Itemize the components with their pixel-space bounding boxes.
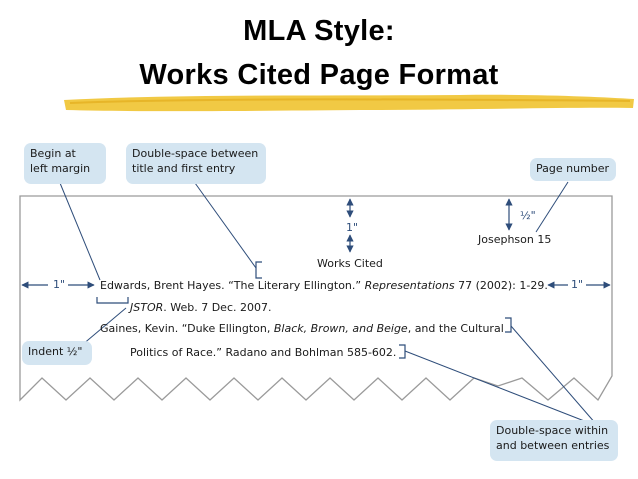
entry-2-line-1 <box>100 323 504 334</box>
title-highlight-stroke <box>64 95 634 111</box>
entry-2-line-2: Politics of Race.” Radano and Bohlman 585-602. <box>130 346 397 359</box>
entry-1-access: . Web. 7 Dec. 2007. <box>163 301 272 314</box>
entry-1-author-title: Edwards, Brent Hayes. “The Literary Ellington.” <box>100 279 365 292</box>
left-margin-label: 1" <box>53 278 66 291</box>
works-cited-heading: Works Cited <box>317 257 383 270</box>
slide-title-line-1: MLA Style: <box>243 15 395 47</box>
entry-1-database: JSTOR <box>130 301 164 314</box>
callout-double-space-title <box>126 143 266 184</box>
entry-1-journal: Representations <box>364 279 455 292</box>
callout-double-space-title-line-2: title and first entry <box>132 162 236 175</box>
callout-double-space-within-line-1: Double-space within <box>496 424 609 437</box>
callout-begin-margin <box>24 143 106 184</box>
running-head: Josephson 15 <box>478 233 552 246</box>
callout-indent: Indent ½" <box>22 341 92 365</box>
callout-double-space-within <box>490 420 618 461</box>
top-margin-label: 1" <box>346 221 359 234</box>
entry-1-line-2 <box>130 302 271 313</box>
entry-2-author-title: Gaines, Kevin. “Duke Ellington, <box>100 322 274 335</box>
entry-2-title-end: , and the Cultural <box>407 322 504 335</box>
half-inch-label: ½" <box>520 209 536 222</box>
entry-2-work: Black, Brown, and Beige <box>273 322 408 335</box>
callout-page-number: Page number <box>530 158 616 181</box>
callout-begin-margin-line-1: Begin at <box>30 147 76 160</box>
entry-1-line-1 <box>100 280 548 291</box>
entry-1-volume: 77 (2002): 1-29. <box>454 279 548 292</box>
slide-title-line-2: Works Cited Page Format <box>139 59 499 91</box>
callout-double-space-within-line-2: and between entries <box>496 439 610 452</box>
callout-begin-margin-line-2: left margin <box>30 162 91 175</box>
page-outline <box>20 196 612 400</box>
right-margin-label: 1" <box>571 278 584 291</box>
callout-double-space-title-line-1: Double-space between <box>132 147 259 160</box>
